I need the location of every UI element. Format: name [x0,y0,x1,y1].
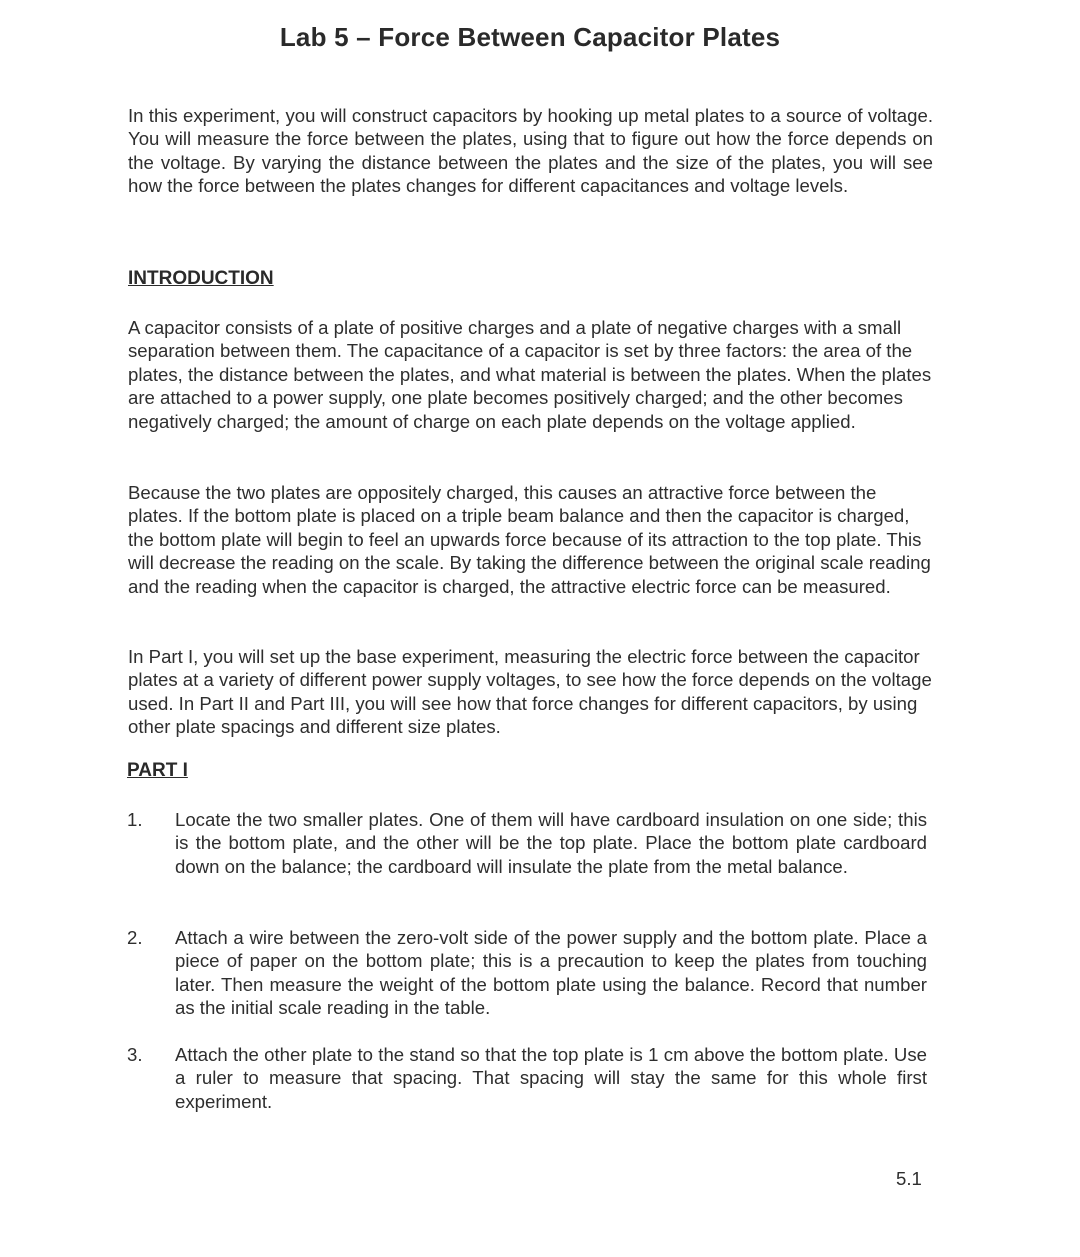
list-item-text: Attach a wire between the zero-volt side of the power supply and the bottom plate. Place a piece of paper on the bottom plate; this is a precaution to keep the plates from touching later. Then measure the weight of the bottom plate using the balance. Record that number as the initial scale reading in the table. [175,927,927,1019]
introduction-paragraph-2: Because the two plates are oppositely charged, this causes an attractive force between the plates. If the bottom plate is placed on a triple beam balance and then the capacitor is charged, the bottom plate will begin to feel an upwards force because of its attraction to the top plate. This will decrease the reading on the scale. By taking the difference between the original scale reading and the reading when the capacitor is charged, the attractive electric force can be measured. [128,482,931,597]
list-item-number: 1. [127,809,143,830]
list-item-number: 2. [127,927,143,948]
intro-paragraph: In this experiment, you will construct capacitors by hooking up metal plates to a source of voltage. You will measure the force between the plates, using that to figure out how the force depends on the voltage. By varying the distance between the plates and the size of the plates, you will see how the force between the plates changes for different capacitances and voltage levels. [128,105,933,197]
page-number: 5.1 [896,1168,922,1189]
list-item-number: 3. [127,1044,143,1065]
introduction-heading: INTRODUCTION [128,268,274,289]
part1-heading: PART I [127,760,188,781]
list-item-text: Attach the other plate to the stand so that the top plate is 1 cm above the bottom plate. Use a ruler to measure that spacing. That spacing will stay the same for this whole first experiment. [175,1044,927,1112]
introduction-paragraph-1: A capacitor consists of a plate of positive charges and a plate of negative charges with a small separation between them. The capacitance of a capacitor is set by three factors: the area of the plates, the distance between the plates, and what material is between the plates. When the plates are attached to a power supply, one plate becomes positively charged; and the other becomes negatively charged; the amount of charge on each plate depends on the voltage applied. [128,317,932,432]
list-item-text: Locate the two smaller plates. One of them will have cardboard insulation on one side; this is the bottom plate, and the other will be the top plate. Place the bottom plate cardboard down on the balance; the cardboard will insulate the plate from the metal balance. [175,809,927,877]
document-title: Lab 5 – Force Between Capacitor Plates [279,22,781,52]
introduction-paragraph-3: In Part I, you will set up the base experiment, measuring the electric force between the capacitor plates at a variety of different power supply voltages, to see how the force depends on the voltage used. In Part II and Part III, you will see how that force changes for different capacitors, by using other plate spacings and different size plates. [128,646,932,738]
